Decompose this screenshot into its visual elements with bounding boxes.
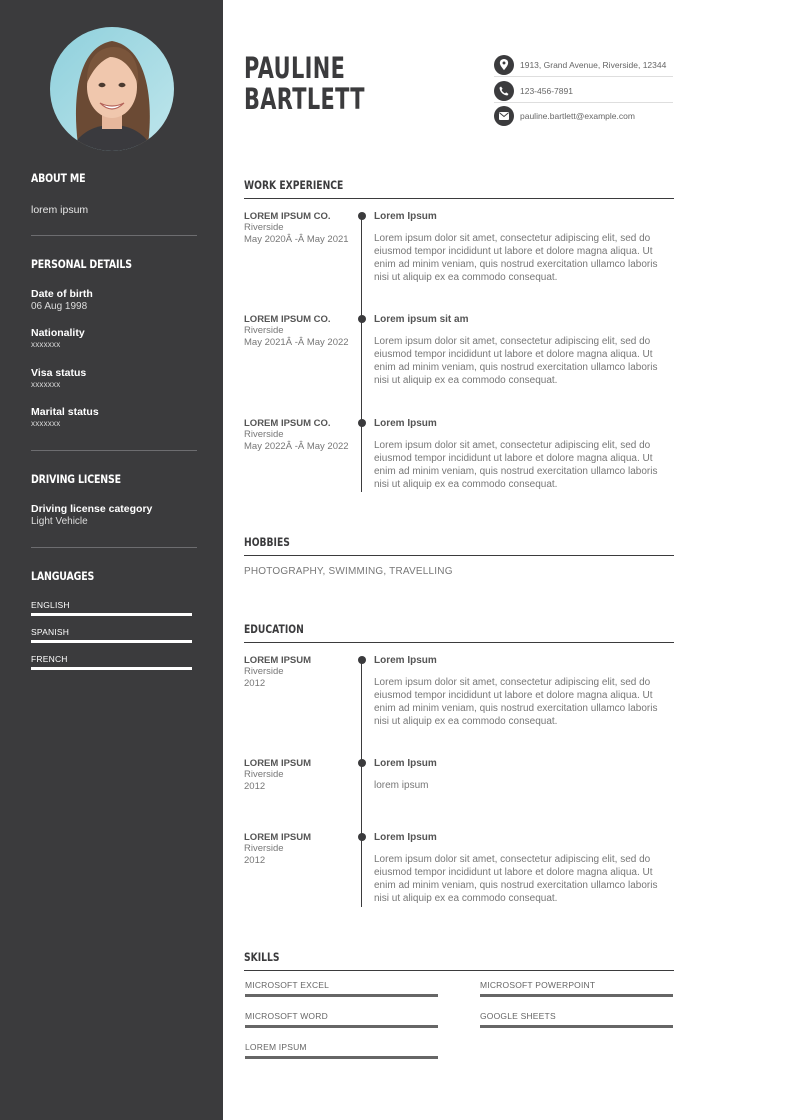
phone-text: 123-456-7891: [520, 85, 573, 96]
language-level-bar: [31, 613, 192, 616]
education-entry-meta: [244, 655, 349, 690]
personal-details-heading-wrap: [31, 257, 197, 271]
languages-heading-wrap: [31, 569, 197, 583]
timeline-dot: [358, 315, 366, 323]
skill-name: MICROSOFT EXCEL: [245, 980, 330, 990]
entry-title: Lorem Ipsum: [374, 655, 437, 666]
education-heading: [244, 620, 674, 643]
name-last: BARTLETT: [244, 82, 365, 116]
entry-year: 2012: [244, 781, 266, 792]
detail-value: Light Vehicle: [31, 516, 88, 527]
full-name: [244, 53, 365, 115]
detail-nationality: [31, 327, 197, 349]
skill-level-bar: [245, 1025, 438, 1028]
detail-value: xxxxxxx: [31, 380, 61, 389]
detail-label: Driving license category: [31, 503, 153, 515]
entry-description: Lorem ipsum dolor sit amet, consectetur adipiscing elit, sed do eiusmod tempor incididunt ut labore et dolore magna aliqua. Ut enim ad minim veniam, quis nostrud exercitation ullamco laboris nisi ut aliquip ex ea commodo consequat.: [374, 440, 658, 490]
education-entry-meta: [244, 758, 349, 793]
detail-label: Visa status: [31, 367, 87, 379]
timeline-dot: [358, 656, 366, 664]
skill-item: [245, 980, 438, 997]
entry-description: Lorem ipsum dolor sit amet, consectetur adipiscing elit, sed do eiusmod tempor incididunt ut labore et dolore magna aliqua. Ut enim ad minim veniam, quis nostrud exercitation ullamco laboris nisi ut aliquip ex ea commodo consequat.: [374, 854, 658, 904]
skill-item: [480, 980, 673, 997]
skill-name: MICROSOFT POWERPOINT: [480, 980, 596, 990]
detail-date-of-birth: [31, 288, 197, 312]
section-title-text: SKILLS: [244, 950, 280, 964]
profile-photo: [50, 27, 174, 151]
driving-license-detail: [31, 503, 197, 527]
language-item: [31, 654, 192, 670]
entry-dates: May 2022Â -Â May 2022: [244, 441, 349, 452]
contact-email[interactable]: [494, 104, 673, 128]
detail-marital-status: [31, 406, 197, 428]
about-heading: ABOUT ME: [31, 171, 86, 185]
detail-label: Date of birth: [31, 288, 93, 300]
sidebar-divider: [31, 450, 197, 451]
language-level-bar: [31, 667, 192, 670]
entry-year: 2012: [244, 678, 266, 689]
skill-name: MICROSOFT WORD: [245, 1011, 328, 1021]
entry-location: Riverside: [244, 843, 284, 854]
work-entry-body: [374, 211, 674, 284]
driving-heading-wrap: [31, 472, 197, 486]
education-entry-body: [374, 655, 674, 728]
personal-details-heading: PERSONAL DETAILS: [31, 257, 132, 271]
work-entry-meta: [244, 211, 349, 246]
work-entry-body: [374, 314, 674, 387]
work-entry-meta: [244, 314, 349, 349]
phone-icon: [494, 81, 514, 101]
contact-phone: [494, 79, 673, 103]
work-entry-meta: [244, 418, 349, 453]
skill-name: LOREM IPSUM: [245, 1042, 307, 1052]
entry-organization: LOREM IPSUM CO.: [244, 314, 331, 325]
entry-title: Lorem Ipsum: [374, 832, 437, 843]
education-entry-body: [374, 758, 674, 792]
driving-license-heading: DRIVING LICENSE: [31, 472, 121, 486]
entry-title: Lorem Ipsum: [374, 211, 437, 222]
detail-label: Marital status: [31, 406, 99, 418]
sidebar-divider: [31, 547, 197, 548]
entry-location: Riverside: [244, 222, 284, 233]
work-experience-heading: [244, 176, 674, 199]
skill-item: [245, 1042, 438, 1059]
sidebar: [0, 0, 223, 1120]
entry-organization: LOREM IPSUM: [244, 655, 312, 666]
entry-location: Riverside: [244, 325, 284, 336]
hobbies-heading: [244, 533, 674, 556]
location-pin-icon: [494, 55, 514, 75]
entry-description: Lorem ipsum dolor sit amet, consectetur adipiscing elit, sed do eiusmod tempor incididunt ut labore et dolore magna aliqua. Ut enim ad minim veniam, quis nostrud exercitation ullamco laboris nisi ut aliquip ex ea commodo consequat.: [374, 677, 658, 727]
skill-level-bar: [245, 994, 438, 997]
about-text: lorem ipsum: [31, 204, 89, 216]
timeline-dot: [358, 833, 366, 841]
language-level-bar: [31, 640, 192, 643]
entry-organization: LOREM IPSUM CO.: [244, 418, 331, 429]
skill-level-bar: [245, 1056, 438, 1059]
detail-value: xxxxxxx: [31, 340, 61, 349]
skill-level-bar: [480, 994, 673, 997]
entry-title: Lorem ipsum sit am: [374, 314, 469, 325]
entry-title: Lorem Ipsum: [374, 418, 437, 429]
skills-heading: [244, 948, 674, 971]
languages-heading: LANGUAGES: [31, 569, 95, 583]
detail-label: Nationality: [31, 327, 85, 339]
timeline-dot: [358, 759, 366, 767]
entry-title: Lorem Ipsum: [374, 758, 437, 769]
education-entry-meta: [244, 832, 349, 867]
entry-location: Riverside: [244, 429, 284, 440]
timeline-line: [361, 660, 362, 907]
timeline-dot: [358, 212, 366, 220]
language-name: SPANISH: [31, 627, 70, 637]
entry-year: 2012: [244, 855, 266, 866]
envelope-icon: [494, 106, 514, 126]
entry-description: lorem ipsum: [374, 780, 429, 791]
detail-value: xxxxxxx: [31, 419, 61, 428]
entry-dates: May 2021Â -Â May 2022: [244, 337, 349, 348]
entry-organization: LOREM IPSUM: [244, 758, 312, 769]
detail-value: 06 Aug 1998: [31, 301, 88, 312]
entry-location: Riverside: [244, 666, 284, 677]
skill-item: [480, 1011, 673, 1028]
detail-visa-status: [31, 367, 197, 389]
skill-name: GOOGLE SHEETS: [480, 1011, 556, 1021]
entry-organization: LOREM IPSUM: [244, 832, 312, 843]
hobbies-text: PHOTOGRAPHY, SWIMMING, TRAVELLING: [244, 566, 453, 577]
contact-address: [494, 53, 673, 77]
section-title-text: WORK EXPERIENCE: [244, 178, 344, 192]
language-name: FRENCH: [31, 654, 68, 664]
timeline-dot: [358, 419, 366, 427]
name-first: PAULINE: [244, 51, 346, 85]
timeline-line: [361, 216, 362, 492]
language-item: [31, 627, 192, 643]
section-title-text: HOBBIES: [244, 535, 290, 549]
entry-organization: LOREM IPSUM CO.: [244, 211, 331, 222]
skill-level-bar: [480, 1025, 673, 1028]
entry-description: Lorem ipsum dolor sit amet, consectetur adipiscing elit, sed do eiusmod tempor incididunt ut labore et dolore magna aliqua. Ut enim ad minim veniam, quis nostrud exercitation ullamco laboris nisi ut aliquip ex ea commodo consequat.: [374, 336, 658, 386]
entry-dates: May 2020Â -Â May 2021: [244, 234, 349, 245]
sidebar-divider: [31, 235, 197, 236]
section-title-text: EDUCATION: [244, 622, 304, 636]
entry-description: Lorem ipsum dolor sit amet, consectetur adipiscing elit, sed do eiusmod tempor incididunt ut labore et dolore magna aliqua. Ut enim ad minim veniam, quis nostrud exercitation ullamco laboris nisi ut aliquip ex ea commodo consequat.: [374, 233, 658, 283]
work-entry-body: [374, 418, 674, 491]
address-text: 1913, Grand Avenue, Riverside, 12344: [520, 59, 667, 70]
skill-item: [245, 1011, 438, 1028]
language-item: [31, 600, 192, 616]
email-link[interactable]: pauline.bartlett@example.com: [520, 111, 635, 121]
language-name: ENGLISH: [31, 600, 70, 610]
about-section: [31, 171, 197, 185]
education-entry-body: [374, 832, 674, 905]
entry-location: Riverside: [244, 769, 284, 780]
